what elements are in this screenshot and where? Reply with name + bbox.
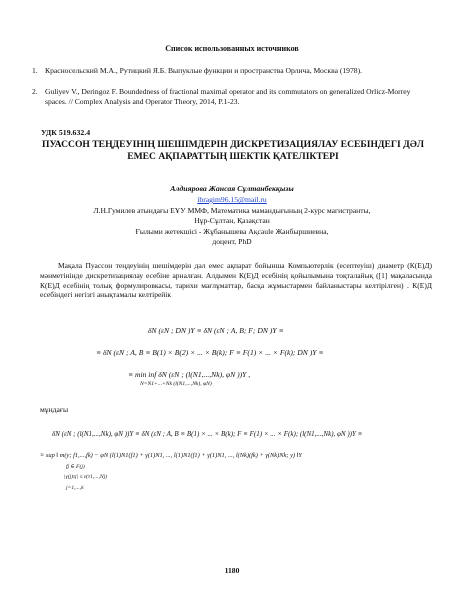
where-label: мұндағы xyxy=(40,405,69,414)
formula-line: ≡ min inf δN (εN ; (l(N1,...,Nk), φN ))Y , xyxy=(128,370,251,379)
reference-text: Красносельский М.А., Рутицкий Я.Б. Выпуклые функции и пространства Орлича, Москва (1978). xyxy=(45,66,362,75)
reference-text: Guliyev V., Deringoz F. Boundedness of fractional maximal operator and its commutators on generalized Orlicz-Morrey spaces. // Complex Analysis and Operator Theory, 2014, P.1-23. xyxy=(45,87,411,106)
formula-line: δN (εN ; DN )Y ≡ δN (εN ; A, B; F; DN )Y ≡ xyxy=(148,326,284,335)
formula-line: ≡ sup ‖ m(y; f1,...,fk) − φN (l(1)N1(f1) + γ(1)N1, ..., l(1)N1(f1) + γ(1)N1, ..., l(Nk)(fk) + γ(Nk)Nk; y) ‖Y xyxy=(40,452,302,459)
intro-paragraph: Мақала Пуассон теңдеуінің шешімдерін дәл емес ақпарат бойынша Компьютерлік (есептеуіш) диаметр (К(Е)Д) мәнметінінде дискретизациялау есебіне арналған. Алдымен К(Е)Д есебінің қойылымына тоқталайық ([1] мақаласында К(Е)Д есебінің толық формулировкасы, тарихи мағлұматтар, басқа жұмыстармен байланыстары келтірілген) . К(Е)Д есебіндегі негізгі анықтамалы келтірейік xyxy=(40,261,432,300)
reference-item xyxy=(32,66,415,76)
article-title-line: ЕМЕС АҚПАРАТТЫҢ ШЕКТІК ҚАТЕЛІКТЕРІ xyxy=(127,151,339,162)
reference-number: 2. xyxy=(32,87,38,96)
author-email-link[interactable]: ibragim96.15@mail.ru xyxy=(197,195,267,204)
references-title: Список использованных источников xyxy=(165,44,299,53)
affiliation-line: Л.Н.Гумилев атындағы ЕҰУ ММФ, Математика мамандығының 2-курс магистранты, xyxy=(93,206,371,215)
reference-number: 1. xyxy=(32,66,38,75)
advisor-line: доцент, PhD xyxy=(212,237,252,246)
formula-subscript: N=N1+...+Nk (l(N1,...,Nk), φN) xyxy=(140,381,212,387)
article-title-line: ПУАССОН ТЕҢДЕУІНІҢ ШЕШІМДЕРІН ДИСКРЕТИЗАЦИЯЛАУ ЕСЕБІНДЕГІ ДӘЛ xyxy=(41,139,425,150)
reference-item xyxy=(32,87,415,106)
formula-subscript: fj ∈ F(j) xyxy=(66,464,85,470)
author-name: Алдиярова Жансая Сұлтанбекқызы xyxy=(170,184,294,193)
formula-line: ≡ δN (εN ; A, B ≡ B(1) × B(2) × ... × B(k); F ≡ F(1) × ... × F(k); DN )Y ≡ xyxy=(96,348,324,357)
advisor-line: Ғылыми жетекшісі - Жұбанышева Ақсаule Жанбыршиевна, xyxy=(135,227,329,236)
udk-code: УДК 519.632.4 xyxy=(41,128,91,137)
formula-line: δN (εN ; (l(N1,...,Nk), φN ))Y ≡ δN (εN ; A, B ≡ B(1) × ... × B(k); F ≡ F(1) × ... × F(k); (l(N1,...,Nk), φN ))Y ≡ xyxy=(52,430,363,438)
affiliation-line: Нұр-Сұлтан, Қазақстан xyxy=(194,216,270,225)
formula-subscript: |γ(j)τj| ≤ ε(τ1,...,Nj) xyxy=(64,474,107,480)
page-number: 1180 xyxy=(224,566,240,575)
formula-subscript: j=1,...,k xyxy=(66,485,84,491)
